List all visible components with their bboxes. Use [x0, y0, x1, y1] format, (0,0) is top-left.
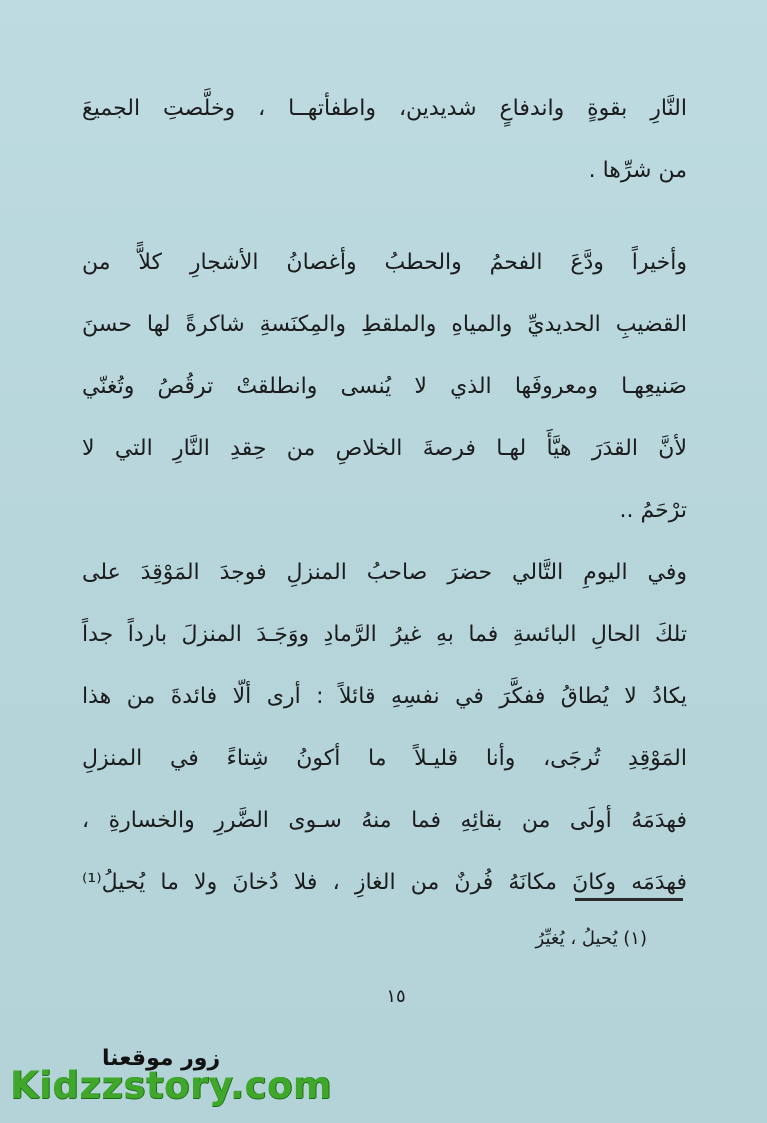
paragraph-line: من شرِّها . [588, 158, 687, 183]
paragraph-line: فهدَمَه وكانَ مكانَهُ فُرنٌ من الغازِ ، فلا دُخانَ ولا ما يُحيلُ⁽¹⁾ [82, 870, 687, 895]
watermark-site: Kidzzstory.com [10, 1064, 332, 1107]
paragraph-line: النَّارِ بقوةٍ واندفاعٍ شديدين، واطفأتهــا ، وخلَّصتِ الجميعَ [82, 96, 687, 121]
page-number: ١٥ [386, 986, 406, 1007]
paragraph-line: وأخيراً ودَّعَ الفحمُ والحطبُ وأغصانُ الأشجارِ كلاًّ من [82, 250, 687, 275]
paragraph-line: القضيبِ الحديديِّ والمياهِ والملقطِ والمِكنَسةِ شاكرةً لها حسنَ [82, 312, 687, 337]
paragraph-line: تلكَ الحالِ البائسةِ فما بهِ غيرُ الرَّمادِ ووَجَـدَ المنزلَ بارداً جداً [82, 622, 687, 647]
paragraph-line: المَوْقِدِ تُرجَى، وأنا قليـلاً ما أكونُ شِتاءً في المنزلِ [82, 746, 687, 771]
paragraph-1 [82, 78, 687, 202]
paragraph-2 [82, 232, 687, 542]
paragraph-line: صَنيعِهـا ومعروفَها الذي لا يُنسى وانطلقتْ ترقُصُ وتُغنّي [82, 374, 687, 399]
paragraph-line: ترْحَمُ .. [619, 498, 687, 523]
paragraph-line: لأنَّ القدَرَ هيَّأَ لهـا فرصةَ الخلاصِ من حِقدِ النَّارِ التي لا [82, 436, 687, 461]
footnote: (١) يُحيلُ ، يُغيِّرُ [535, 928, 647, 949]
paragraph-line: يكادُ لا يُطاقُ ففكَّرَ في نفسِهِ قائلاً : أرى ألّا فائدةَ من هذا [82, 684, 687, 709]
paragraph-line: وفي اليومِ التَّالي حضرَ صاحبُ المنزلِ فوجدَ المَوْقِدَ على [82, 560, 687, 585]
paragraph-3 [82, 542, 687, 914]
paragraph-line: فهدَمَهُ أولَى من بقائِهِ فما منهُ سـوى الضَّررِ والخسارةِ ، [82, 808, 687, 833]
watermark-tagline: زور موقعنا [102, 1046, 221, 1071]
footnote-divider [575, 898, 683, 901]
